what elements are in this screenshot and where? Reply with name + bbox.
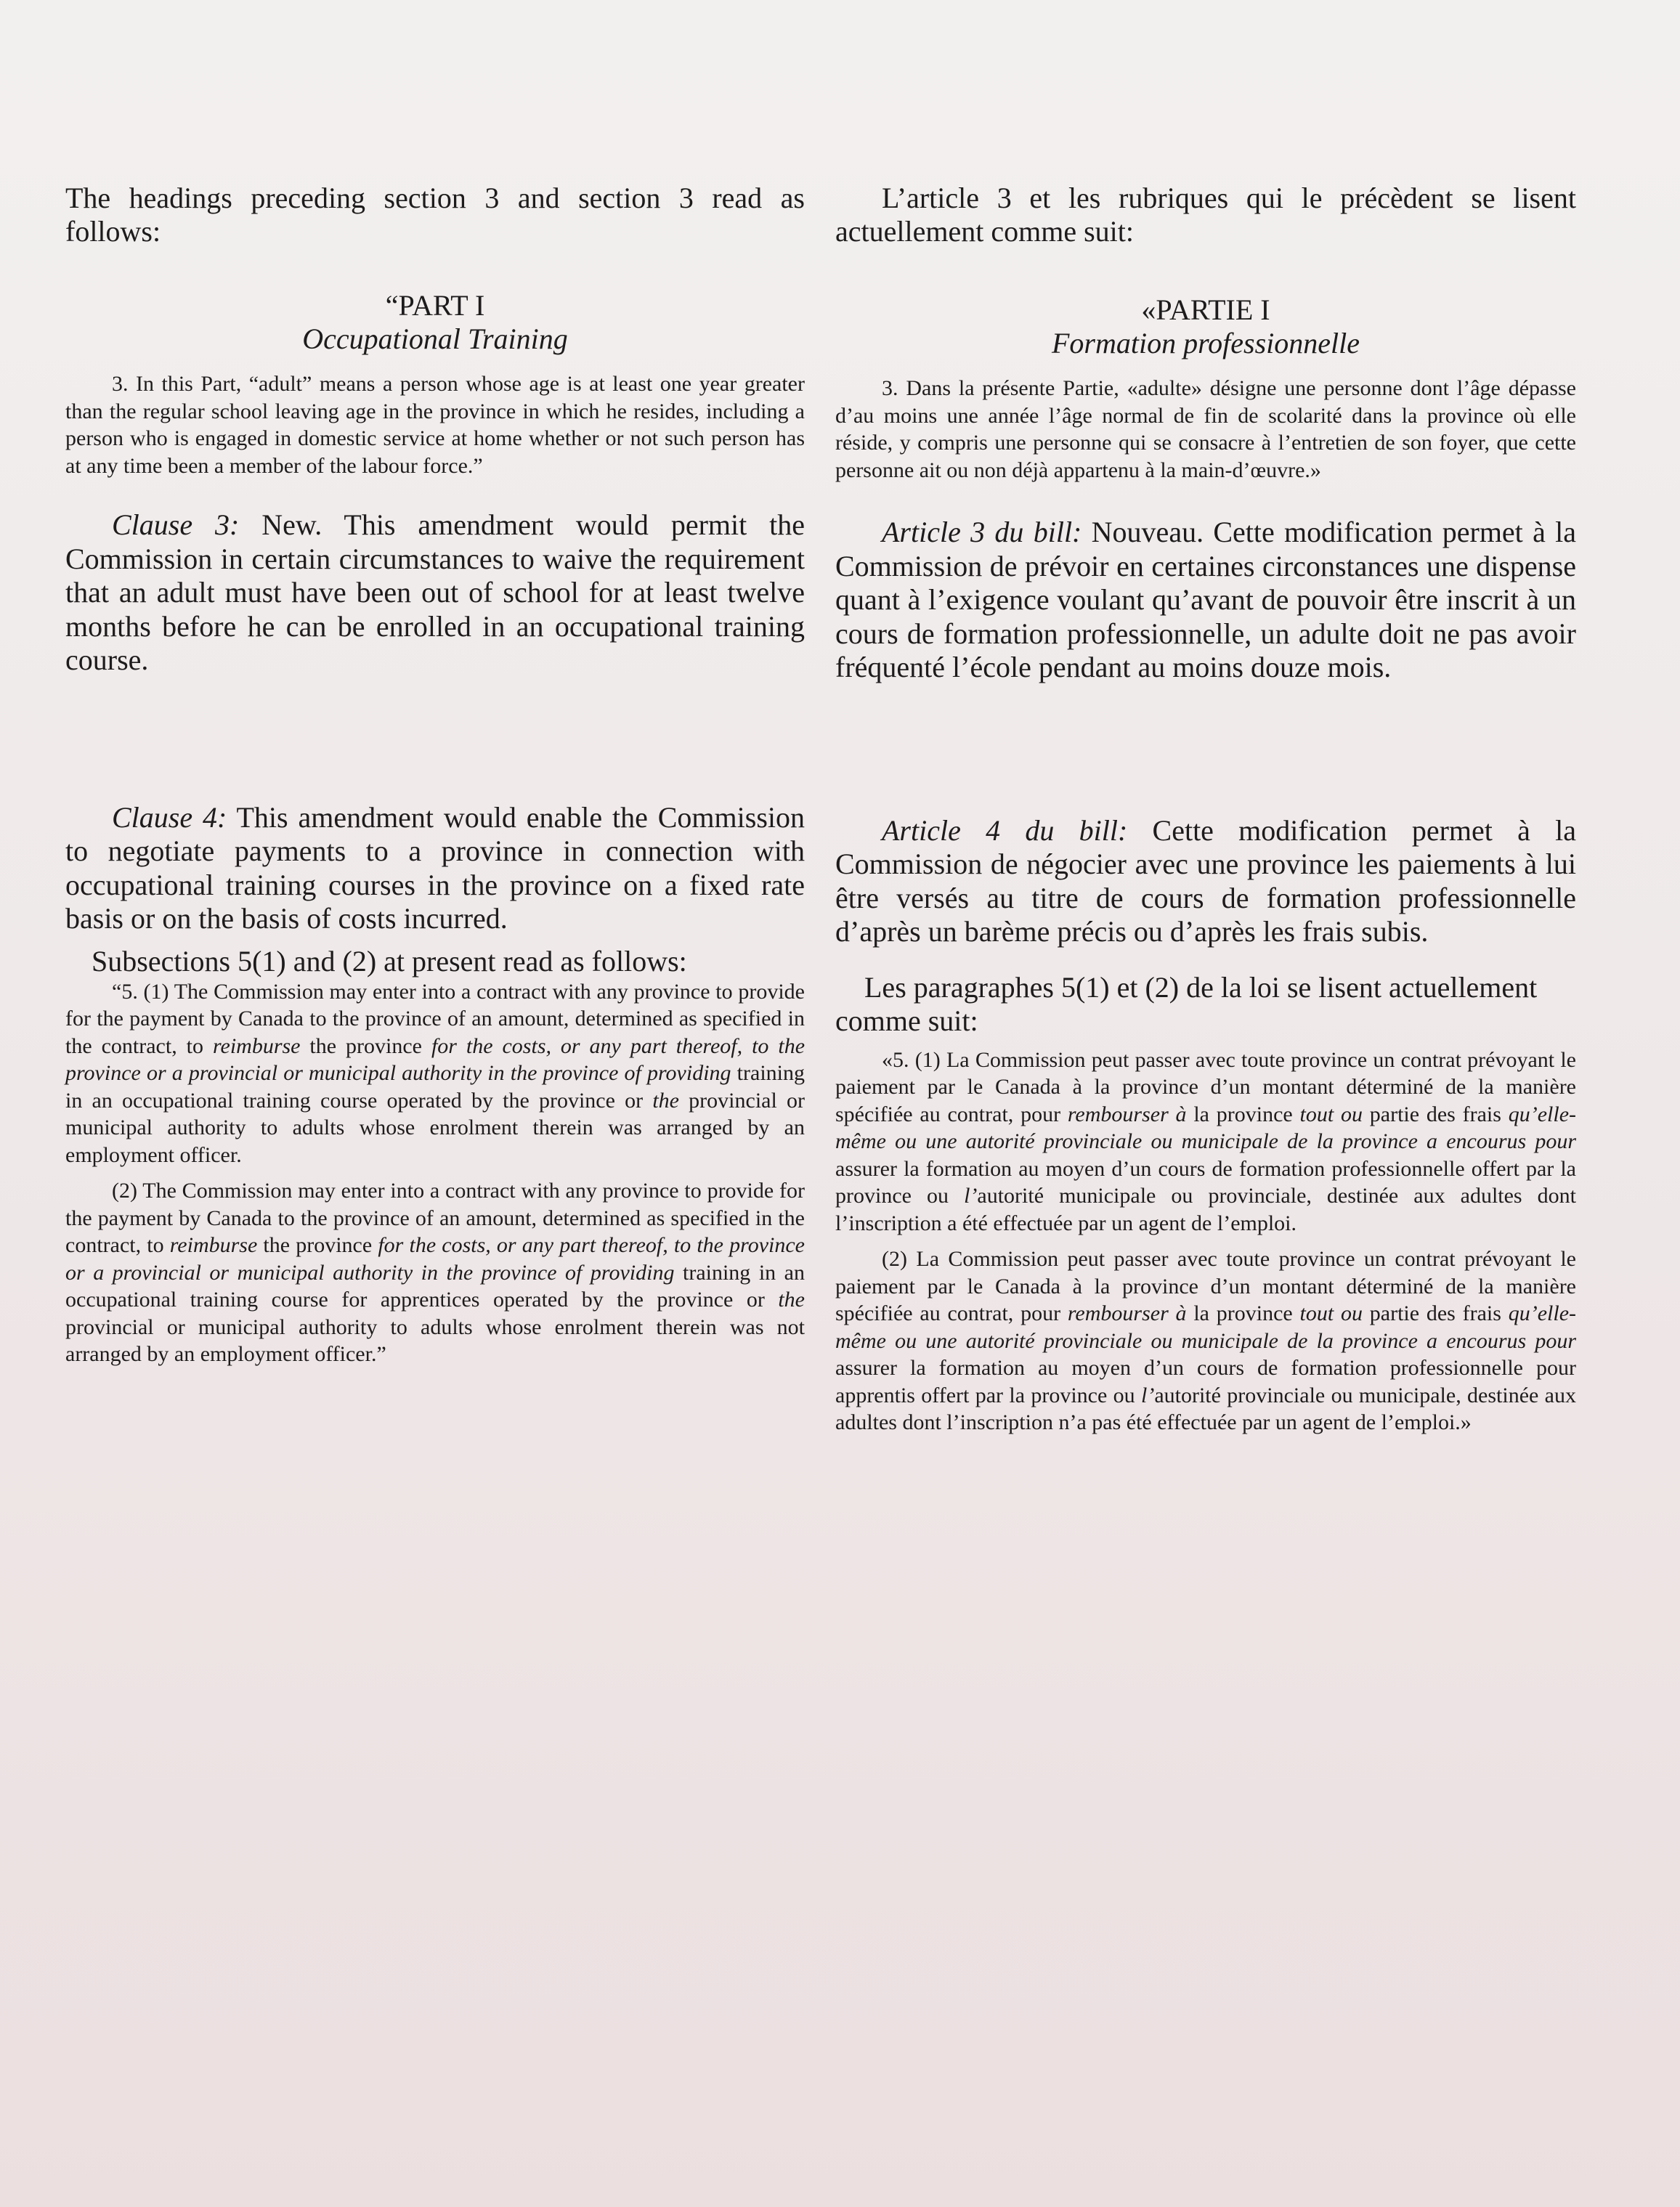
english-subsection-5-2	[65, 1177, 805, 1368]
english-part-heading: “PART I	[385, 289, 485, 322]
french-subsections-intro: Les paragraphes 5(1) et (2) de la loi se lisent actuellement comme suit:	[835, 970, 1538, 1037]
french-article-3-text: Nouveau. Cette modification permet à la Commission de prévoir en certaines circonstances une dispense quant à l’exigence voulant qu’avant de pouvoir être inscrit à un cours de formation professionnelle, un adulte doit ne pas avoir fréquenté l’école pendant au moins douze mois.	[835, 516, 1576, 683]
text-run: partie des frais	[1362, 1102, 1509, 1126]
text-run: assurer la formation au moyen d’un cours de formation professionnelle offert par la province ou	[835, 1156, 1576, 1208]
italic-run: qu’elle-même ou une autorité provinciale ou municipale de la province a encourus pour	[835, 1102, 1577, 1153]
italic-run: for the costs, or any part thereof, to the province or a provincial or municipal authority in the province of providing	[65, 1233, 805, 1285]
french-section-3: 3. Dans la présente Partie, «adulte» désigne une personne dont l’âge dépasse d’au moins une année l’âge normal de fin de scolarité dans la province où elle réside, y compris une personne qui se consacre à l’entretien de son foyer, que cette personne ait ou non déjà appartenu à la main-d’œuvre.»	[835, 376, 1576, 482]
text-run: autorité provinciale ou municipale, destinée aux adultes dont l’inscription n’a pas été effectuée par un agent de l’emploi.»	[835, 1383, 1576, 1434]
spacer	[835, 1038, 1576, 1046]
italic-run: for the costs, or any part thereof, to the province or a provincial or municipal authority in the province of providing	[65, 1033, 805, 1085]
text-run: la province	[1186, 1102, 1300, 1126]
english-clause-3-note	[65, 508, 805, 678]
english-clause-3-label: Clause 3:	[112, 508, 240, 541]
text-run: the province	[257, 1233, 378, 1257]
italic-run: l’	[964, 1184, 978, 1208]
french-part-title: Formation professionnelle	[1051, 327, 1360, 359]
spacer	[65, 1168, 805, 1177]
italic-run: qu’elle-même ou une autorité provinciale ou municipale de la province a encourus pour	[835, 1301, 1577, 1353]
text-run: training in an occupational training course for apprentices operated by the province or	[65, 1260, 805, 1312]
text-run: provincial or municipal authority to adults whose enrolment therein was not arranged by an employment officer.”	[65, 1314, 805, 1366]
italic-run: rembourser à	[1067, 1102, 1187, 1126]
english-intro: The headings preceding section 3 and section 3 read as follows:	[65, 182, 805, 248]
text-run: “5. (1) The Commission may enter into a contract with any province to provide for the payment by Canada to the province of an amount, determined as specified in the contract, to	[65, 979, 805, 1058]
english-subsection-5-1	[65, 978, 805, 1169]
french-article-4-text: Cette modification permet à la Commission de négocier avec une province les paiements à lui être versés au titre de cours de formation professionnelle d’après un barème précis ou d’après les frais subis.	[835, 813, 1576, 948]
french-part-heading: «PARTIE I	[1141, 293, 1270, 326]
text-run: partie des frais	[1362, 1301, 1509, 1325]
english-clause-4-label: Clause 4:	[112, 800, 227, 834]
french-article-4-note	[835, 814, 1576, 949]
french-subsection-5-2	[835, 1245, 1576, 1436]
text-run: «5. (1) La Commission peut passer avec toute province un contrat prévoyant le paiement par le Canada à la province d’un montant déterminé de la manière spécifiée au contrat, pour	[835, 1047, 1576, 1126]
english-clause-3-text: New. This amendment would permit the Commission in certain circumstances to waive the requirement that an adult must have been out of school for at least twelve months before he can be enrolled in an occupational training course.	[65, 508, 805, 676]
text-run: (2) La Commission peut passer avec toute province un contrat prévoyant le paiement par le Canada à la province d’un montant déterminé de la manière spécifiée au contrat, pour	[835, 1247, 1576, 1325]
english-column	[65, 182, 805, 1368]
english-part-title: Occupational Training	[302, 322, 568, 355]
text-run: training in an occupational training course operated by the province or	[65, 1061, 805, 1113]
english-section-3: 3. In this Part, “adult” means a person whose age is at least one year greater than the regular school leaving age in the province in which he resides, including a person who is engaged in domestic service at home whether or not such person has at any time been a member of the labour force.”	[65, 372, 805, 478]
italic-run: reimburse	[169, 1233, 258, 1257]
french-article-4-label: Article 4 du bill:	[882, 813, 1128, 847]
french-column	[835, 182, 1576, 1436]
italic-run: tout ou	[1299, 1301, 1363, 1325]
italic-run: rembourser à	[1067, 1301, 1187, 1325]
text-run: the province	[300, 1033, 431, 1058]
text-run: (2) The Commission may enter into a contract with any province to provide for the payment by Canada to the province of an amount, determined as specified in the contract, to	[65, 1179, 805, 1257]
text-run: assurer la formation au moyen d’un cours de formation professionnelle pour apprentis offert par la province ou	[835, 1356, 1576, 1407]
italic-run: the	[652, 1088, 679, 1113]
french-subsection-5-1	[835, 1046, 1576, 1237]
english-subsections-intro: Subsections 5(1) and (2) at present read as follows:	[92, 944, 687, 977]
spacer	[835, 1237, 1576, 1245]
italic-run: reimburse	[212, 1033, 301, 1058]
italic-run: tout ou	[1299, 1102, 1363, 1126]
english-clause-4-note	[65, 801, 805, 936]
text-run: la province	[1186, 1301, 1300, 1325]
english-clause-4-text: This amendment would enable the Commission to negotiate payments to a province in connection with occupational training courses in the province on a fixed rate basis or on the basis of costs incurred.	[65, 800, 805, 935]
italic-run: l’	[1141, 1383, 1155, 1407]
text-run: autorité municipale ou provinciale, destinée aux adultes dont l’inscription a été effectuée par un agent de l’emploi.	[835, 1184, 1576, 1235]
french-article-3-label: Article 3 du bill:	[882, 516, 1082, 548]
italic-run: the	[778, 1288, 805, 1312]
text-run: provincial or municipal authority to adults whose enrolment therein was arranged by an employment officer.	[65, 1088, 805, 1167]
french-article-3-note	[835, 516, 1576, 685]
french-intro: L’article 3 et les rubriques qui le précèdent se lisent actuellement comme suit:	[835, 182, 1576, 248]
